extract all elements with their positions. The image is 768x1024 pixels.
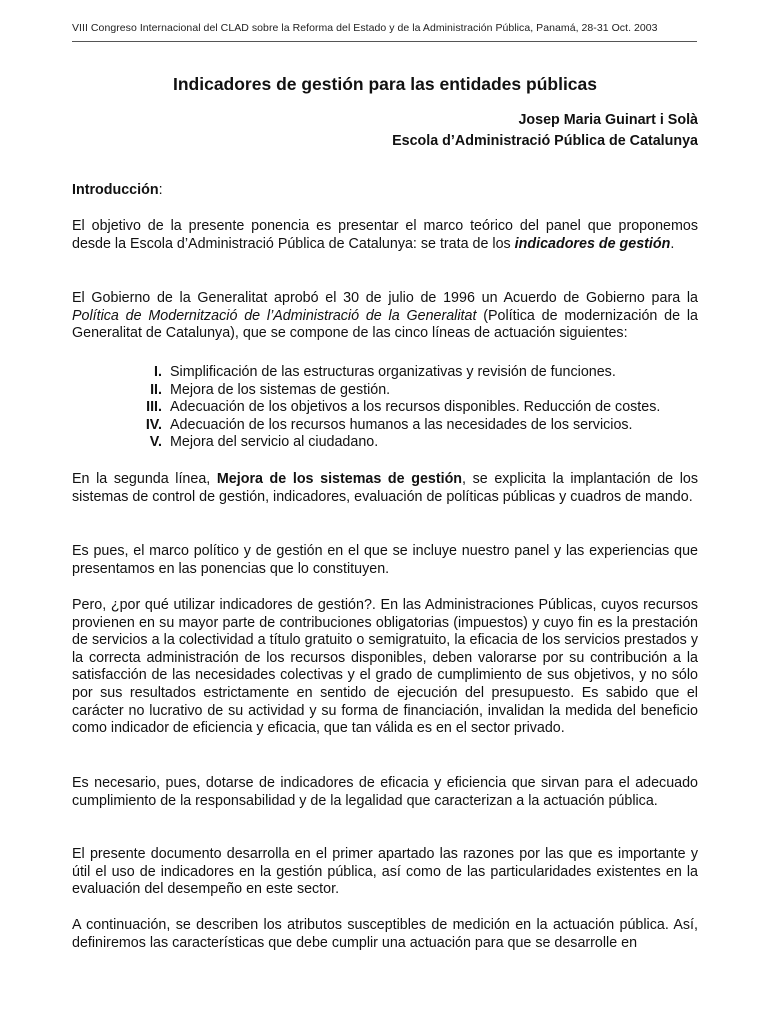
paragraph-1-end: . bbox=[670, 235, 675, 252]
list-item-number: V. bbox=[149, 434, 162, 451]
list-item-number: III. bbox=[146, 399, 162, 416]
paragraph-1-emphasis: indicadores de gestión bbox=[514, 235, 671, 252]
paragraph-3-strong: Mejora de los sistemas de gestión bbox=[216, 471, 463, 487]
paragraph-6: Es necesario, pues, dotarse de indicadores de eficacia y eficiencia que sirvan para el adecuado cumplimiento de la responsabilidad y de la legalidad que caracterizan a la actuación pública. bbox=[72, 775, 698, 809]
list-item bbox=[72, 417, 698, 435]
paragraph-1 bbox=[72, 218, 698, 253]
paragraph-5: Pero, ¿por qué utilizar indicadores de gestión?. En las Administraciones Públicas, cuyos recursos provienen en su mayor parte de contribuciones obligatorias (impuestos) y cuyo fin es la prestación de servicios a la colectividad a título gratuito o semigratuito, la eficacia de los servicios prestados y la correcta administración de los recursos disponibles, deben valorarse por su contribución a la satisfacción de las necesidades colectivas y el grado de cumplimiento de sus objetivos, y no sólo por sus resultados estrictamente en sentido de ejecución del presupuesto. Es sabido que el carácter no lucrativo de su actividad y su forma de financiación, invalidan la medida del beneficio como indicador de eficiencia y eficacia, que tan válida es en el sector privado. bbox=[72, 597, 698, 737]
section-heading-text: Introducción bbox=[72, 182, 159, 198]
list-item-text: Adecuación de los recursos humanos a las necesidades de los servicios. bbox=[170, 416, 633, 433]
author-block bbox=[300, 110, 698, 152]
paragraph-3-end: , se explicita la implantación de los sistemas de control de gestión, indicadores, evaluación de políticas públicas y cuadros de mando. bbox=[72, 471, 698, 505]
running-header: VIII Congreso Internacional del CLAD sobre la Reforma del Estado y de la Administración Pública, Panamá, 28-31 Oct. 2003 bbox=[72, 22, 658, 34]
list-item bbox=[72, 382, 698, 400]
list-item-number: IV. bbox=[145, 416, 162, 433]
paragraph-8: A continuación, se describen los atributos susceptibles de medición en la actuación pública. Así, definiremos las características que debe cumplir una actuación para que se desarrolle en bbox=[72, 917, 698, 951]
paragraph-4: Es pues, el marco político y de gestión en el que se incluye nuestro panel y las experiencias que presentamos en las ponencias que lo constituyen. bbox=[72, 543, 698, 577]
section-heading-introduction bbox=[72, 182, 163, 198]
list-item-text: Simplificación de las estructuras organizativas y revisión de funciones. bbox=[170, 364, 616, 380]
paragraph-2-end: (Política de modernización de la Generalitat de Catalunya), que se compone de las cinco líneas de actuación siguientes: bbox=[72, 307, 699, 342]
paragraph-2 bbox=[72, 290, 698, 343]
list-item-number: II. bbox=[150, 381, 162, 398]
list-item bbox=[72, 364, 698, 382]
paragraph-3-text: En la segunda línea, bbox=[72, 471, 217, 487]
section-heading-colon: : bbox=[158, 182, 163, 198]
author-institution: Escola d’Administració Pública de Catalunya bbox=[392, 133, 698, 149]
paragraph-2-text: El Gobierno de la Generalitat aprobó el 30 de julio de 1996 un Acuerdo de Gobierno para la bbox=[72, 290, 698, 306]
list-item bbox=[72, 399, 698, 417]
list-item-text: Adecuación de los objetivos a los recursos disponibles. Reducción de costes. bbox=[170, 399, 661, 416]
paragraph-3 bbox=[72, 471, 698, 506]
lines-of-action-list bbox=[72, 364, 698, 452]
list-item bbox=[72, 434, 698, 452]
paragraph-2-emphasis: Política de Modernització de l’Administració de la Generalitat bbox=[72, 307, 477, 324]
list-item-text: Mejora de los sistemas de gestión. bbox=[170, 381, 391, 398]
paragraph-1-text: El objetivo de la presente ponencia es presentar el marco teórico del panel que proponemos desde la Escola d’Administració Pública de Catalunya: se trata de los bbox=[72, 218, 698, 252]
list-item-text: Mejora del servicio al ciudadano. bbox=[170, 434, 379, 451]
header-divider bbox=[72, 41, 697, 42]
paragraph-7: El presente documento desarrolla en el primer apartado las razones por las que es importante y útil el uso de indicadores en la gestión pública, así como de las particularidades existentes en la evaluación del desempeño en este sector. bbox=[72, 846, 698, 898]
list-item-number: I. bbox=[154, 364, 162, 380]
author-name: Josep Maria Guinart i Solà bbox=[518, 112, 698, 128]
document-title: Indicadores de gestión para las entidades públicas bbox=[172, 74, 598, 94]
